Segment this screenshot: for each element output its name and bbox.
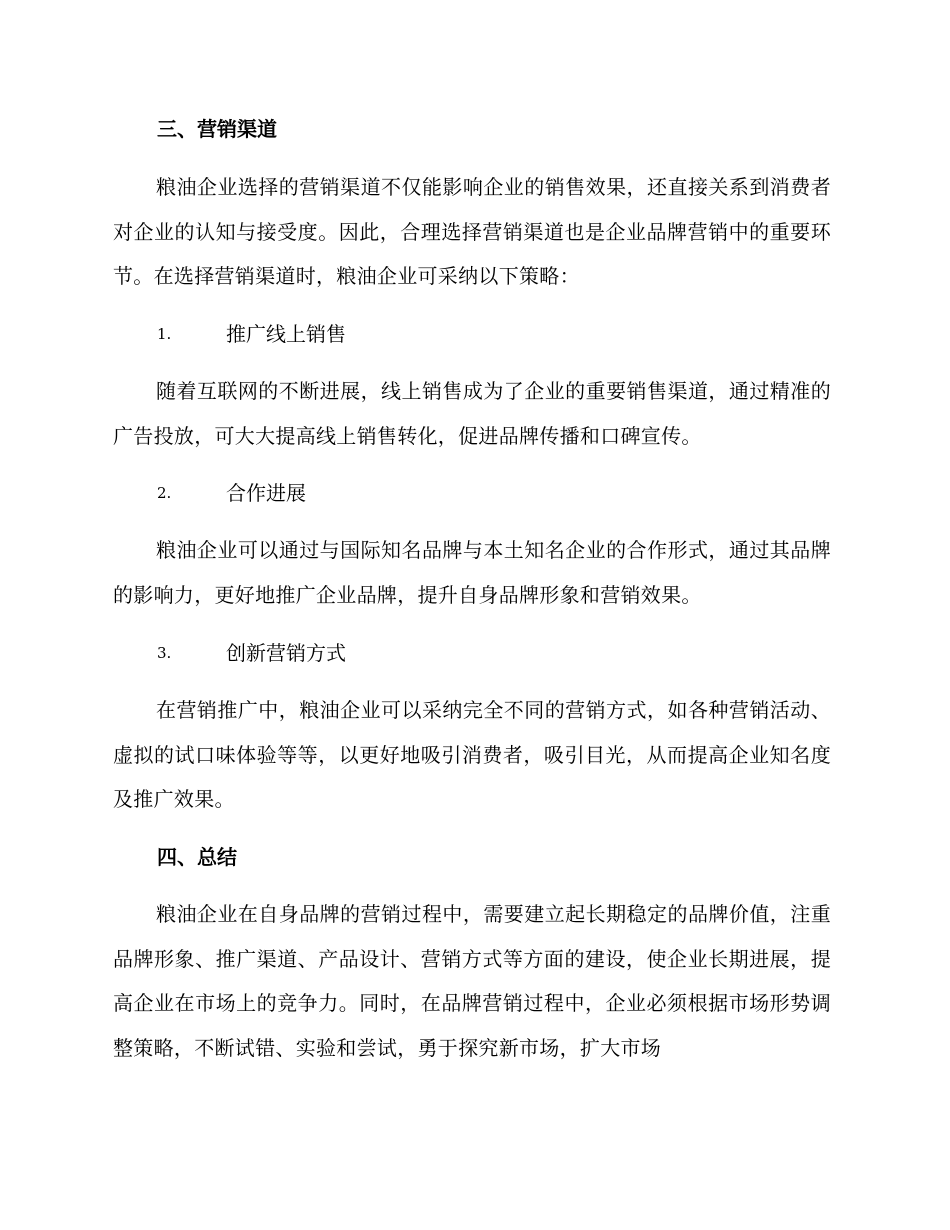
list-item-1-paragraph: 随着互联网的不断进展，线上销售成为了企业的重要销售渠道，通过精准的广告投放，可大大提高线上销售转化，促进品牌传播和口碑宣传。 (113, 379, 831, 448)
list-item-2-paragraph: 粮油企业可以通过与国际知名品牌与本土知名企业的合作形式，通过其品牌的影响力，更好地推广企业品牌，提升自身品牌形象和营销效果。 (113, 538, 831, 607)
list-item-3-paragraph: 在营销推广中，粮油企业可以采纳完全不同的营销方式，如各种营销活动、虚拟的试口味体验等等，以更好地吸引消费者，吸引目光，从而提高企业知名度及推广效果。 (113, 698, 831, 811)
section-3-intro-paragraph: 粮油企业选择的营销渠道不仅能影响企业的销售效果，还直接关系到消费者对企业的认知与接受度。因此，合理选择营销渠道也是企业品牌营销中的重要环节。在选择营销渠道时，粮油企业可采纳以下策略： (113, 175, 831, 288)
list-item-2-number: 2. (157, 484, 172, 502)
list-item-2-title: 合作进展 (226, 481, 306, 505)
list-item-3-title: 创新营销方式 (226, 641, 346, 665)
list-item-3-number: 3. (157, 644, 172, 662)
section-4-paragraph: 粮油企业在自身品牌的营销过程中，需要建立起长期稳定的品牌价值，注重品牌形象、推广渠道、产品设计、营销方式等方面的建设，使企业长期进展，提高企业在市场上的竞争力。同时，在品牌营销过程中，企业必须根据市场形势调整策略，不断试错、实验和尝试，勇于探究新市场，扩大市场 (113, 902, 831, 1060)
section-3-heading: 三、营销渠道 (157, 117, 277, 141)
list-item-1-title: 推广线上销售 (226, 322, 346, 346)
section-4-heading: 四、总结 (157, 845, 237, 869)
list-item-1-number: 1. (157, 325, 172, 343)
